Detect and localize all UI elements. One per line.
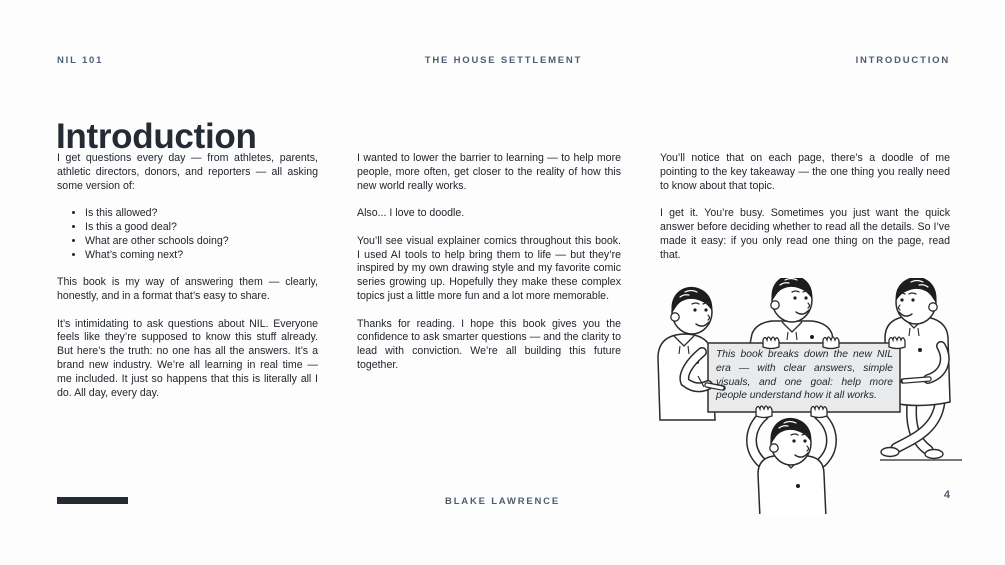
list-item: • Is this allowed? (85, 207, 318, 221)
column-1 (57, 152, 318, 414)
page-number: 4 (943, 489, 950, 501)
paragraph: I wanted to lower the barrier to learning — to help more people, more often, get closer to the reality of how this new world really works. (357, 152, 621, 192)
paragraph: You’ll notice that on each page, there’s a doodle of me pointing to the key takeaway — the one thing you really need to know about that topic. (660, 152, 950, 192)
doodle-illustration (650, 278, 982, 514)
questions-list (57, 207, 318, 262)
paragraph: Also... I love to doodle. (357, 207, 465, 220)
paragraph: I get it. You’re busy. Sometimes you just want the quick answer before deciding whether to read all the details. So I’ve made it easy: if you only read one thing on the page, read that. (660, 207, 950, 261)
header-book-title: NIL 101 (57, 55, 104, 66)
running-header (57, 55, 950, 66)
list-item: • What are other schools doing? (85, 235, 318, 249)
paragraph: I get questions every day — from athletes, parents, athletic directors, donors, and reporters — all asking some version of: (57, 152, 318, 192)
paragraph: It’s intimidating to ask questions about NIL. Everyone feels like they’re supposed to know this stuff already. But here’s the truth: no one has all the answers. It’s a brand new industry. We’re all learning in real time — me included. It just so happens that this is literally all I do. All day, every day. (57, 317, 318, 399)
doodle-person-top (750, 278, 834, 344)
column-2 (357, 152, 621, 414)
header-section-title: THE HOUSE SETTLEMENT (424, 55, 583, 66)
paragraph: This book is my way of answering them — clearly, honestly, and in a format that’s easy to share. (57, 276, 318, 302)
paragraph: Thanks for reading. I hope this book gives you the confidence to ask smarter questions — and the clarity to lead with conviction. We’re all building this future together. (357, 317, 621, 371)
list-item: • Is this a good deal? (85, 221, 318, 235)
paragraph: You’ll see visual explainer comics throughout this book. I used AI tools to help bring them to life — but they’re inspired by my own drawing style and my favorite comic series growing up. Hopefully they make these complex topics just a little more fun and a lot more memorable. (357, 234, 621, 302)
list-item: • What’s coming next? (85, 249, 318, 263)
sign-text: This book breaks down the new NIL era — with clear answers, simple visuals, and one goal: help more people understand how it all works. (716, 349, 893, 402)
header-chapter-label: INTRODUCTION (855, 55, 950, 66)
footer-author: BLAKE LAWRENCE (445, 496, 560, 507)
page-title: Introduction (56, 117, 257, 157)
